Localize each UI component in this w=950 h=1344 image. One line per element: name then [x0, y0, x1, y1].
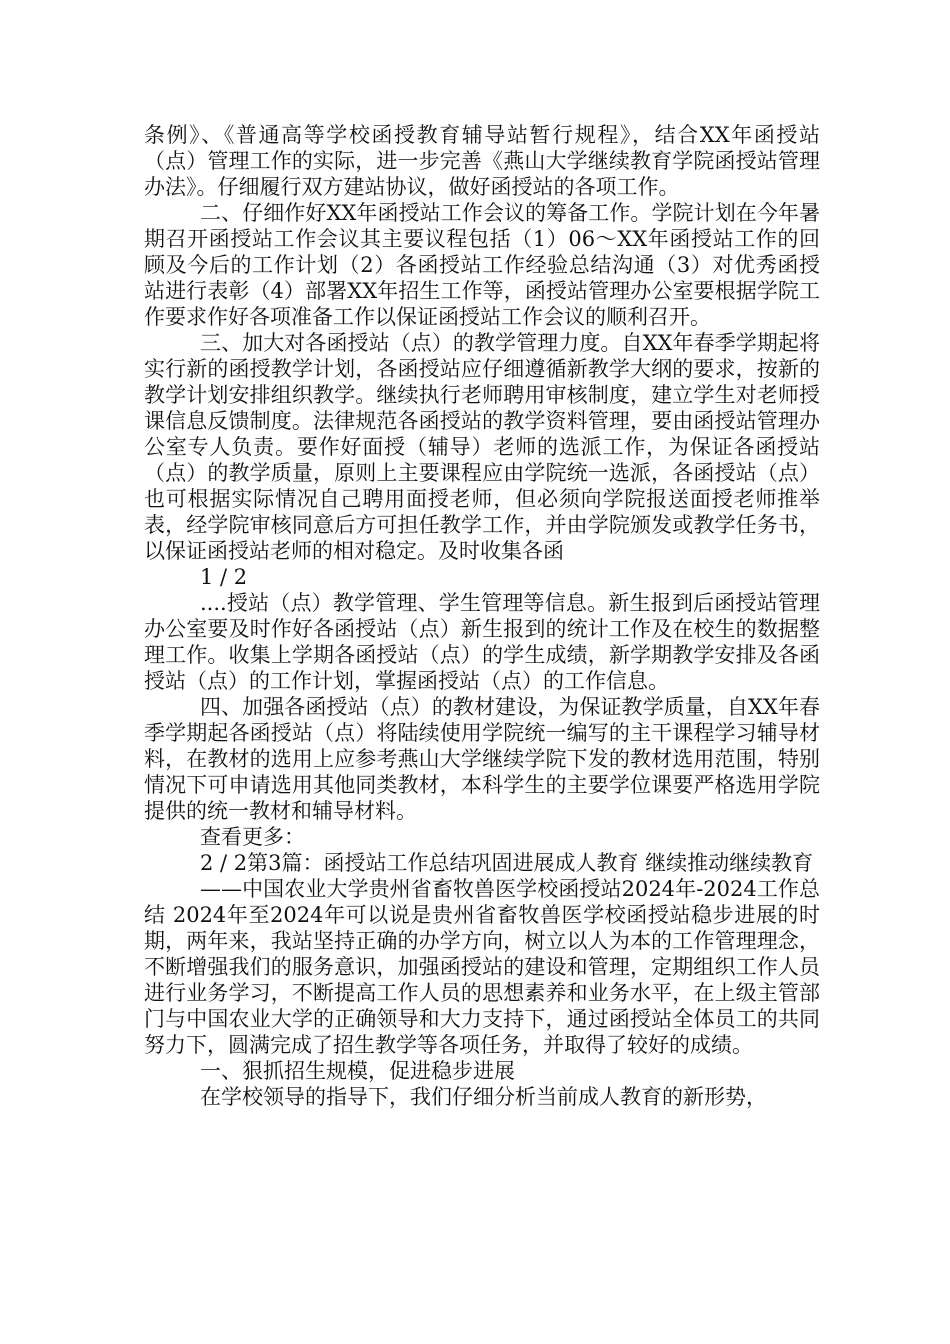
paragraph-section-two: 二、仔细作好XX年函授站工作会议的筹备工作。学院计划在今年暑期召开函授站工作会议其主要议程包括（1）06～XX年函授站工作的回顾及今后的工作计划（2）各函授站工作经验总结沟通（3）对优秀函授站进行表彰（4）部署XX年招生工作等，函授站管理办公室要根据学院工作要求作好各项准备工作以保证函授站工作会议的顺利召开。 — [144, 201, 820, 329]
article-heading: 2 / 2第3篇：函授站工作总结巩固进展成人教育 继续推动继续教育 — [200, 851, 814, 875]
paragraph-enrollment: 在学校领导的指导下，我们仔细分析当前成人教育的新形势， — [200, 1085, 767, 1109]
document-body — [144, 122, 820, 1110]
paragraph-section-three: 三、加大对各函授站（点）的教学管理力度。自XX年春季学期起将实行新的函授教学计划，各函授站应仔细遵循新教学大纲的要求，按新的教学计划安排组织教学。继续执行老师聘用审核制度，建立学生对老师授课信息反馈制度。法律规范各函授站的教学资料管理，要由函授站管理办公室专人负责。要作好面授（辅导）老师的选派工作，为保证各函授站（点）的教学质量，原则上主要课程应由学院统一选派，各函授站（点）也可根据实际情况自己聘用面授老师，但必须向学院报送面授老师推举表，经学院审核同意后方可担任教学工作，并由学院颁发或教学任务书，以保证函授站老师的相对稳定。及时收集各函 — [144, 331, 820, 563]
see-more-label: 查看更多： — [200, 825, 305, 849]
paragraph-summary: ——中国农业大学贵州省畜牧兽医学校函授站2024年-2024工作总结 2024年至2024年可以说是贵州省畜牧兽医学校函授站稳步进展的时期，两年来，我站坚持正确的办学方向，树立以人为本的工作管理理念，不断增强我们的服务意识，加强函授站的建设和管理，定期组织工作人员进行业务学习，不断提高工作人员的思想素养和业务水平，在上级主管部门与中国农业大学的正确领导和大力支持下，通过函授站全体员工的共同努力下，圆满完成了招生教学等各项任务，并取得了较好的成绩。 — [144, 877, 820, 1057]
section-heading-enrollment: 一、狠抓招生规模，促进稳步进展 — [200, 1059, 515, 1083]
page-number-1: 1 / 2 — [200, 565, 248, 589]
paragraph-section-four: 四、加强各函授站（点）的教材建设，为保证教学质量，自XX年春季学期起各函授站（点）将陆续使用学院统一编写的主干课程学习辅导材料，在教材的选用上应参考燕山大学继续学院下发的教材选用范围，特别情况下可申请选用其他同类教材，本科学生的主要学位课要严格选用学院提供的统一教材和辅导材料。 — [144, 695, 820, 823]
paragraph-continued: ....授站（点）教学管理、学生管理等信息。新生报到后函授站管理办公室要及时作好各函授站（点）新生报到的统计工作及在校生的数据整理工作。收集上学期各函授站（点）的学生成绩，新学期教学安排及各函授站（点）的工作计划，掌握函授站（点）的工作信息。 — [144, 591, 820, 693]
paragraph-regulations: 条例》、《普通高等学校函授教育辅导站暂行规程》，结合XX年函授站（点）管理工作的实际，进一步完善《燕山大学继续教育学院函授站管理办法》。仔细履行双方建站协议，做好函授站的各项工作。 — [144, 123, 820, 199]
